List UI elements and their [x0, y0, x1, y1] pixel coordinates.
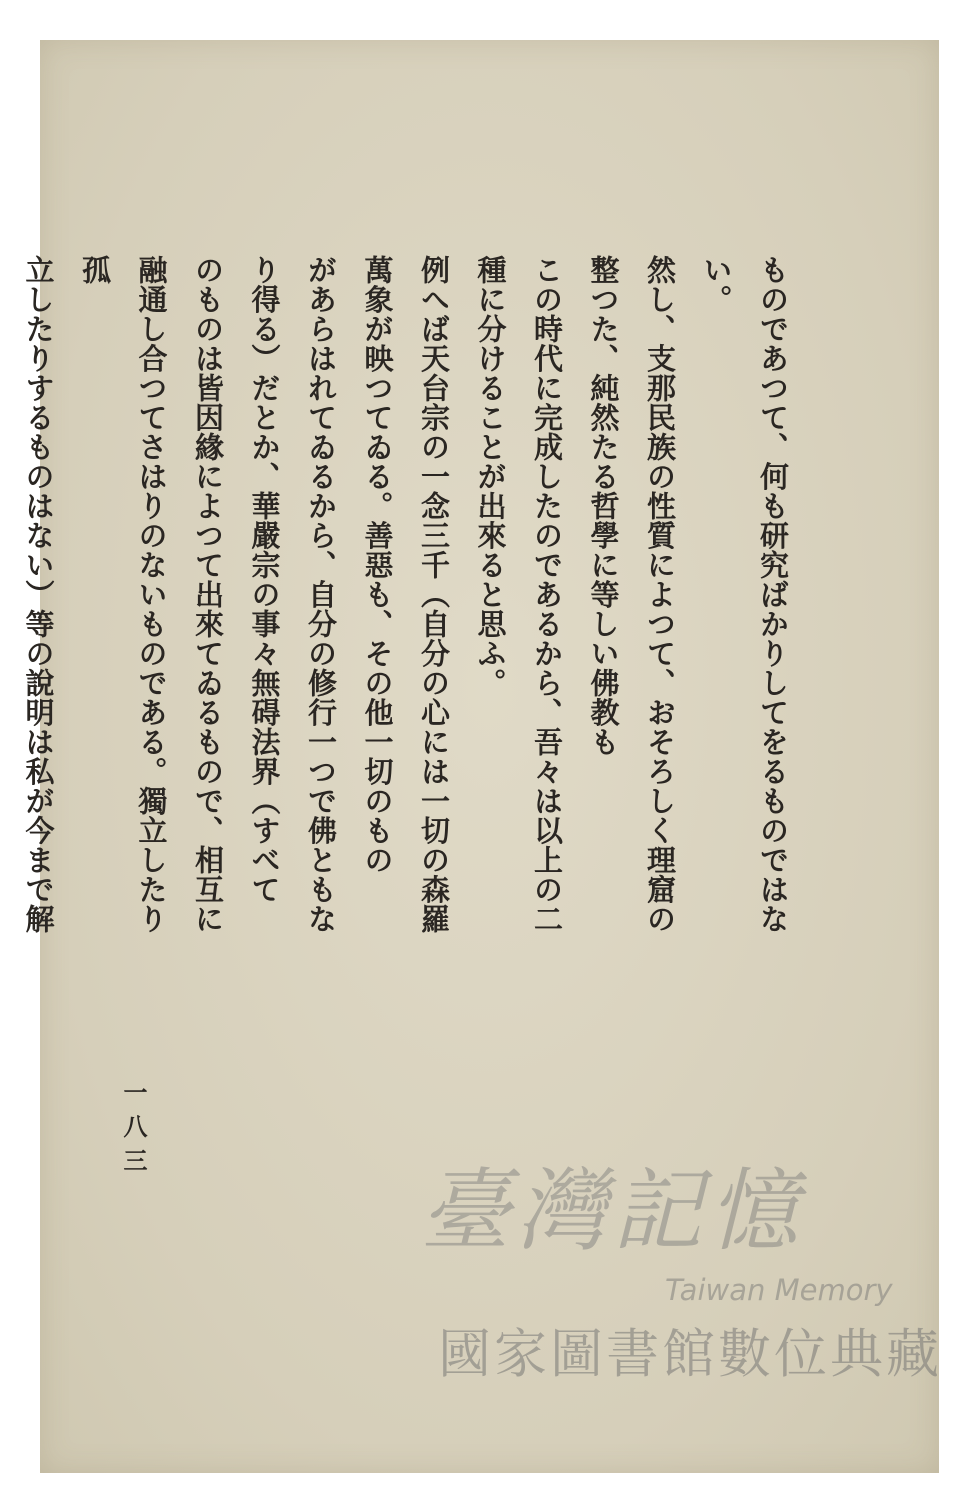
text-line: があらはれてゐるから、自分の修行一つで佛ともなり得る）だとか、華嚴宗の事々無碍法界（すべて — [247, 255, 338, 934]
watermark-library-name: 國家圖書館數位典藏 — [438, 1324, 942, 1385]
text-line: ものであつて、何も研究ばかりしてをるものではない。 — [699, 255, 790, 934]
text-line: 例へば天台宗の一念三千（自分の心には一切の森羅萬象が映つてゐる。善惡も、その他一切のもの — [360, 255, 451, 934]
page-number: 一八三 — [119, 1080, 148, 1182]
text-line: この時代に完成したのであるから、吾々は以上の二種に分けることが出來ると思ふ。 — [473, 255, 564, 934]
body-text — [0, 255, 801, 960]
watermark-logo-text: 臺灣記憶 — [420, 1159, 804, 1264]
text-line: 立したりするものはない）等の說明は私が今まで解 — [21, 255, 56, 934]
text-line: のものは皆因緣によつて出來てゐるもので、相互に融通し合つてさはりのないものである。獨立したり孤 — [78, 255, 225, 934]
watermark-english: Taiwan Memory — [665, 1273, 893, 1307]
text-line: 然し、支那民族の性質によつて、おそろしく理窟の整つた、純然たる哲學に等しい佛教も — [586, 255, 677, 934]
